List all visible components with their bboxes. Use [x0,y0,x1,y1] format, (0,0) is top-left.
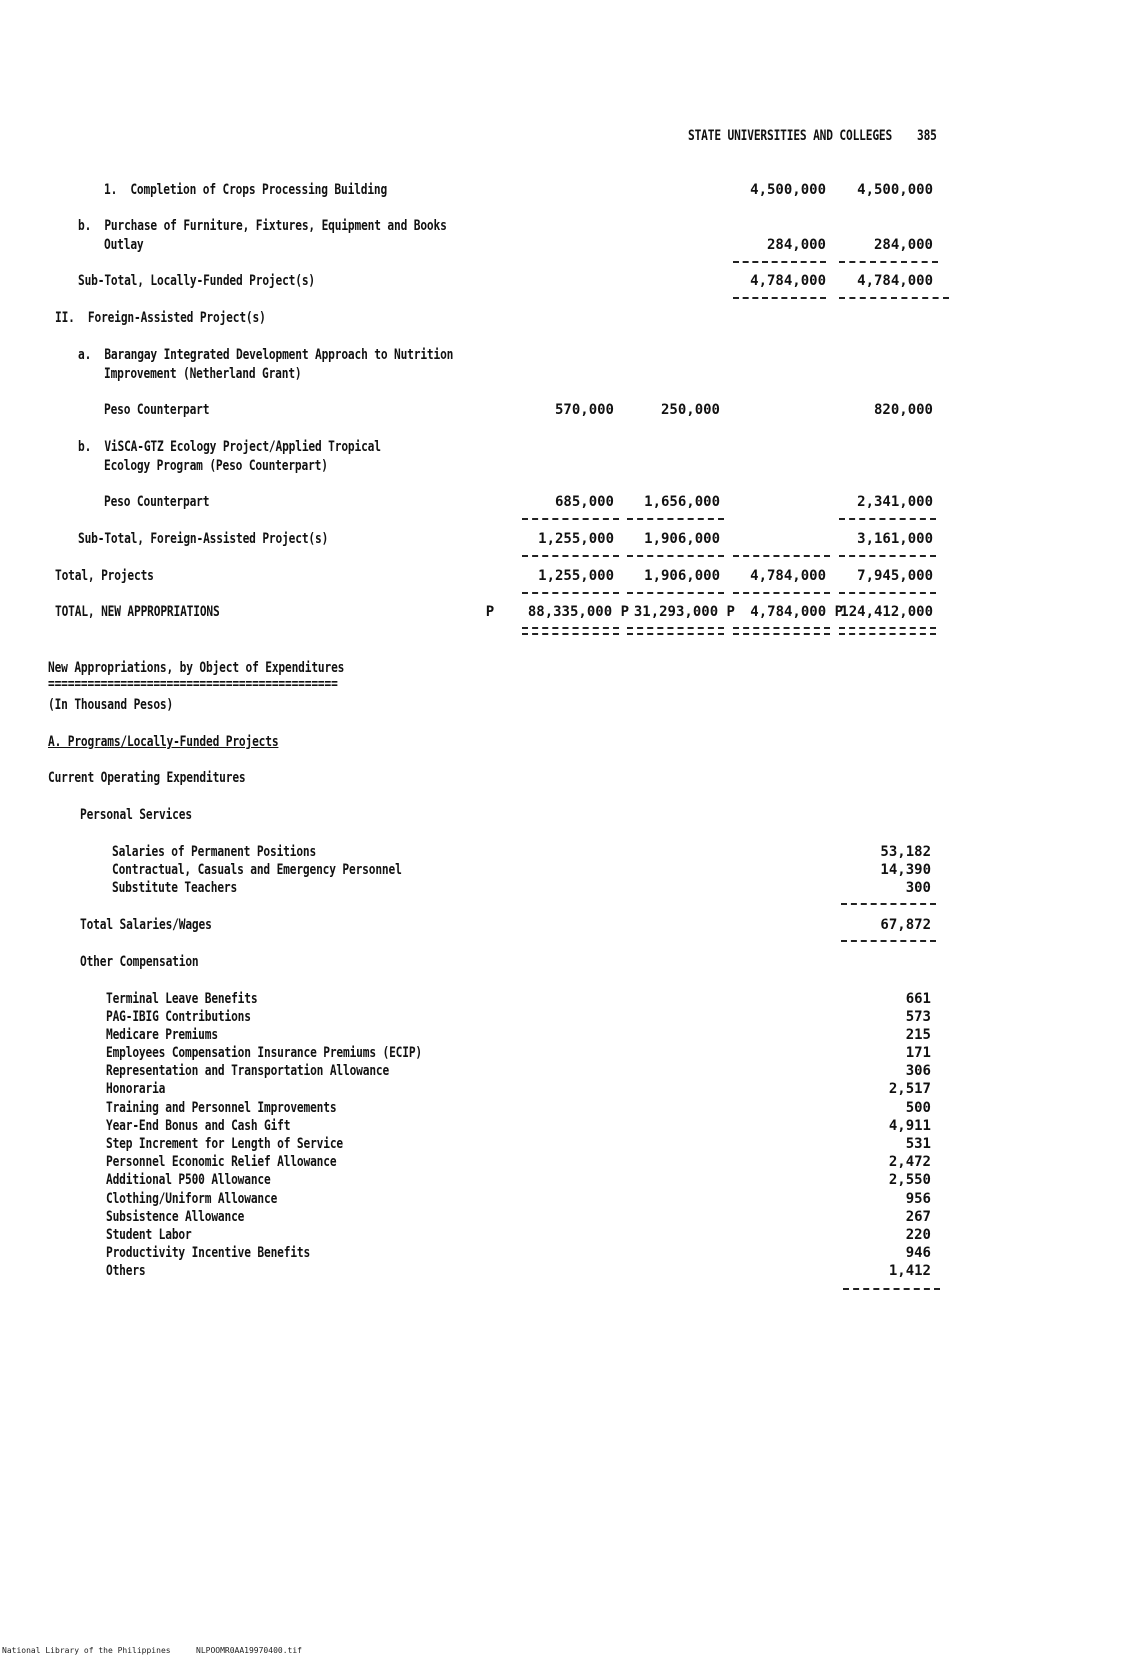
peso-counterpart-2-col2: 1,656,000 [644,494,720,510]
other-comp-value: 220 [905,1227,931,1243]
salary-item-value: 53,182 [880,844,931,860]
total-salaries-label: Total Salaries/Wages [80,917,212,933]
other-comp-label: Others [106,1263,146,1279]
total-projects-label: Total, Projects [55,568,154,584]
total-salaries-value: 67,872 [880,917,931,933]
total-new-col1: P 88,335,000 P [485,604,629,620]
other-comp-value: 267 [905,1209,931,1225]
salary-item-label: Substitute Teachers [112,880,238,896]
peso-counterpart-1-label: Peso Counterpart [104,402,210,418]
divider [841,903,936,905]
other-comp-label: Step Increment for Length of Service [106,1136,343,1152]
divider [839,555,936,557]
personal-services-heading: Personal Services [80,807,192,823]
divider [839,592,936,594]
other-comp-value: 946 [905,1245,931,1261]
other-comp-value: 2,550 [888,1172,931,1188]
other-comp-label: PAG-IBIG Contributions [106,1009,251,1025]
other-comp-label: Additional P500 Allowance [106,1172,271,1188]
other-comp-value: 4,911 [888,1118,931,1134]
divider [733,592,830,594]
other-comp-label: Student Labor [106,1227,192,1243]
divider [733,555,830,557]
foreign-heading: II. Foreign-Assisted Project(s) [55,310,266,326]
subtotal-foreign-label: Sub-Total, Foreign-Assisted Project(s) [78,531,329,547]
other-comp-label: Subsistence Allowance [106,1209,245,1225]
page-number: 385 [917,128,937,144]
object-section-title: New Appropriations, by Object of Expenditures [48,660,345,676]
visca-label-1: b. ViSCA-GTZ Ecology Project/Applied Tropical [78,439,381,455]
divider [522,518,619,520]
visca-label-2: Ecology Program (Peso Counterpart) [104,458,328,474]
subtotal-foreign-col1: 1,255,000 [538,531,614,547]
salary-item-label: Contractual, Casuals and Emergency Personnel [112,862,402,878]
divider [522,592,619,594]
subtotal-foreign-total: 3,161,000 [857,531,933,547]
barangay-label-2: Improvement (Netherland Grant) [104,366,302,382]
total-new-col2: 31,293,000 P [633,604,735,620]
current-operating-heading: Current Operating Expenditures [48,770,246,786]
furniture-total: 284,000 [873,237,933,253]
other-comp-value: 531 [905,1136,931,1152]
double-divider [522,627,619,635]
furniture-col3: 284,000 [766,237,826,253]
total-projects-total: 7,945,000 [857,568,933,584]
peso-counterpart-2-label: Peso Counterpart [104,494,210,510]
other-comp-value: 956 [905,1191,931,1207]
total-new-col3: 4,784,000 P [750,604,843,620]
divider [839,297,949,299]
subtotal-local-label: Sub-Total, Locally-Funded Project(s) [78,273,315,289]
subtotal-local-col3: 4,784,000 [750,273,826,289]
total-projects-col2: 1,906,000 [644,568,720,584]
total-projects-col1: 1,255,000 [538,568,614,584]
peso-counterpart-2-col1: 685,000 [554,494,614,510]
barangay-label-1: a. Barangay Integrated Development Approach to Nutrition [78,347,454,363]
footer-filename: NLPOOMR0AA19970400.tif [196,1646,302,1655]
peso-counterpart-1-col2: 250,000 [660,402,720,418]
other-comp-value: 661 [905,991,931,1007]
salary-item-value: 14,390 [880,862,931,878]
other-comp-label: Representation and Transportation Allowance [106,1063,390,1079]
divider [733,297,826,299]
divider [843,1288,940,1290]
other-comp-label: Personnel Economic Relief Allowance [106,1154,337,1170]
crops-building-label: 1. Completion of Crops Processing Building [104,182,388,198]
divider [839,518,936,520]
subtotal-local-total: 4,784,000 [857,273,933,289]
divider [522,555,619,557]
other-comp-value: 573 [905,1009,931,1025]
page-header-title: STATE UNIVERSITIES AND COLLEGES [688,128,893,144]
object-section-underline: ============================================ [48,676,338,692]
salary-item-value: 300 [905,880,931,896]
other-comp-label: Medicare Premiums [106,1027,218,1043]
crops-building-col3: 4,500,000 [750,182,826,198]
other-comp-label: Terminal Leave Benefits [106,991,258,1007]
divider [841,940,936,942]
double-divider [733,627,830,635]
other-comp-value: 215 [905,1027,931,1043]
other-comp-value: 500 [905,1100,931,1116]
peso-counterpart-1-total: 820,000 [873,402,933,418]
other-comp-label: Training and Personnel Improvements [106,1100,337,1116]
other-comp-value: 1,412 [888,1263,931,1279]
divider [733,261,826,263]
crops-building-total: 4,500,000 [857,182,933,198]
programs-subtitle: A. Programs/Locally-Funded Projects [48,734,279,750]
subtotal-foreign-col2: 1,906,000 [644,531,720,547]
other-compensation-heading: Other Compensation [80,954,199,970]
double-divider [627,627,724,635]
divider [839,261,938,263]
footer-library: National Library of the Philippines [2,1646,171,1655]
salary-item-label: Salaries of Permanent Positions [112,844,317,860]
double-divider [839,627,936,635]
unit-note: (In Thousand Pesos) [48,697,174,713]
other-comp-label: Year-End Bonus and Cash Gift [106,1118,291,1134]
other-comp-label: Employees Compensation Insurance Premiums (ECIP) [106,1045,422,1061]
other-comp-label: Clothing/Uniform Allowance [106,1191,278,1207]
other-comp-value: 171 [905,1045,931,1061]
total-new-total: 124,412,000 [840,604,933,620]
total-new-label: TOTAL, NEW APPROPRIATIONS [55,604,220,620]
divider [627,592,724,594]
peso-counterpart-1-col1: 570,000 [554,402,614,418]
other-comp-value: 2,517 [888,1081,931,1097]
other-comp-label: Productivity Incentive Benefits [106,1245,311,1261]
other-comp-value: 306 [905,1063,931,1079]
furniture-label-1: b. Purchase of Furniture, Fixtures, Equipment and Books [78,218,447,234]
peso-counterpart-2-total: 2,341,000 [857,494,933,510]
furniture-label-2: Outlay [104,237,144,253]
divider [627,555,724,557]
total-projects-col3: 4,784,000 [750,568,826,584]
divider [627,518,724,520]
other-comp-value: 2,472 [888,1154,931,1170]
other-comp-label: Honoraria [106,1081,166,1097]
